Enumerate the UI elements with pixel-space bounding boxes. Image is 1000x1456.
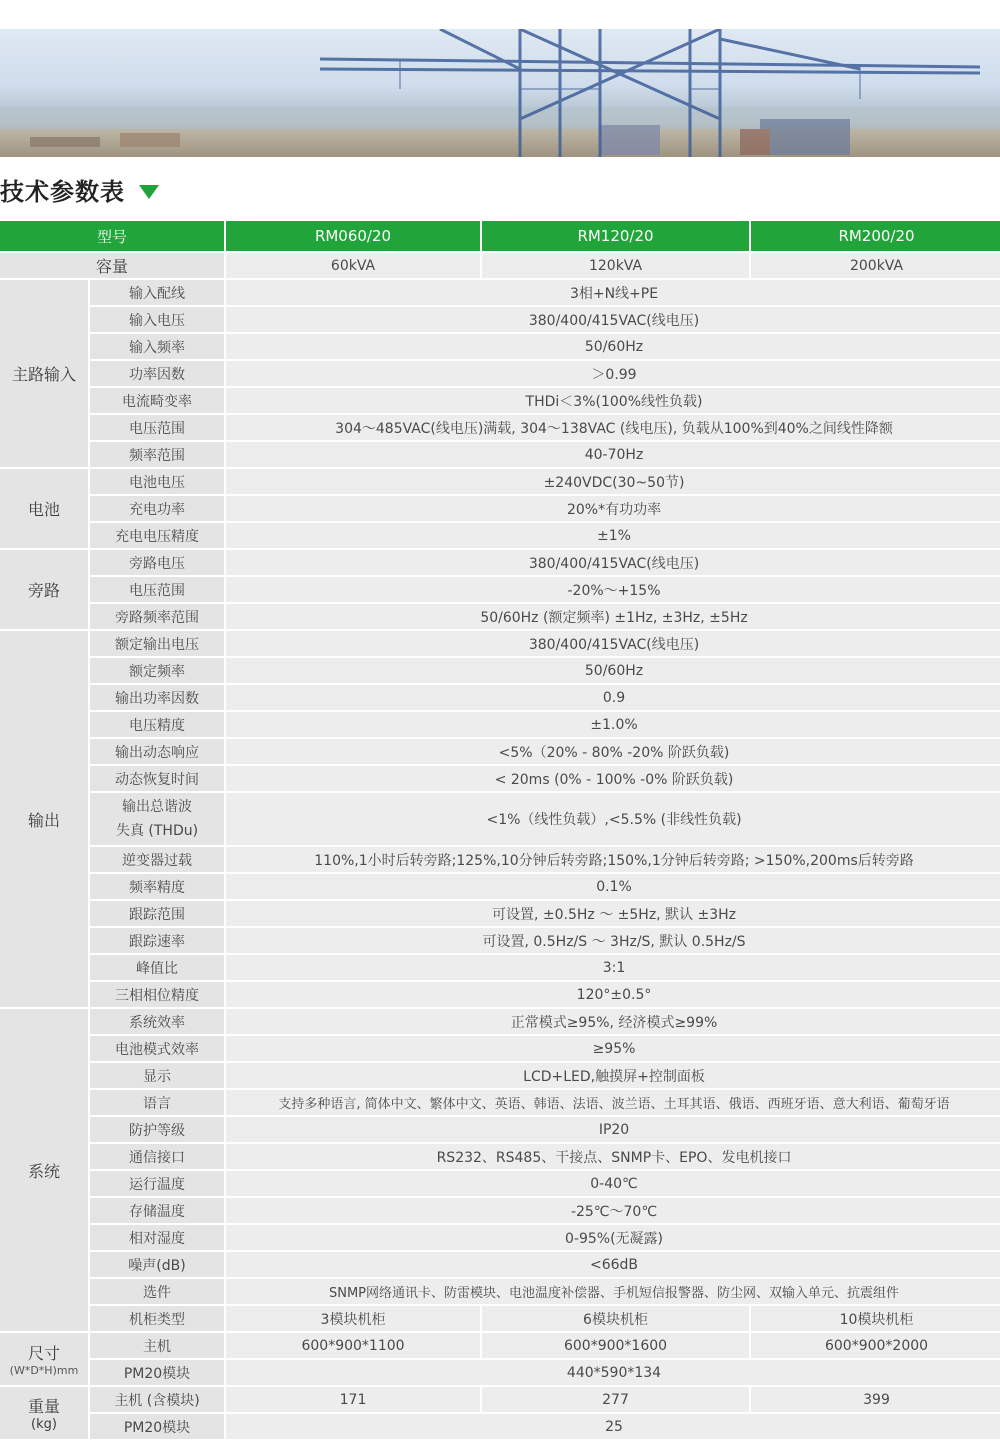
table-row [0, 847, 1000, 872]
group-bypass: 旁路 [0, 550, 88, 629]
weight-host-value-2: 277 [482, 1387, 749, 1412]
row-value: ±1% [226, 523, 1000, 548]
group-weight [0, 1387, 88, 1439]
row-value: <5%（20% - 80% -20% 阶跃负载) [226, 739, 1000, 764]
table-row [0, 1414, 1000, 1439]
row-value: RS232、RS485、干接点、SNMP卡、EPO、发电机接口 [226, 1144, 1000, 1169]
table-row [0, 550, 1000, 575]
row-label: 频率范围 [90, 442, 224, 467]
table-row [0, 874, 1000, 899]
row-label: 显示 [90, 1063, 224, 1088]
table-row [0, 766, 1000, 791]
thd-label-line-1: 输出总谐波 [122, 799, 192, 815]
row-label: 旁路频率范围 [90, 604, 224, 629]
row-value: ≥95% [226, 1036, 1000, 1061]
table-row [0, 928, 1000, 953]
row-value: LCD+LED,触摸屏+控制面板 [226, 1063, 1000, 1088]
table-row [0, 253, 1000, 278]
row-label: 跟踪速率 [90, 928, 224, 953]
table-row [0, 415, 1000, 440]
table-row [0, 523, 1000, 548]
group-dimension [0, 1333, 88, 1385]
table-row [0, 442, 1000, 467]
crane-illustration [0, 29, 1000, 157]
dimension-host-value-1: 600*900*1100 [226, 1333, 480, 1358]
capacity-value-3: 200kVA [751, 253, 1000, 278]
row-label: 防护等级 [90, 1117, 224, 1142]
cabinet-value-3: 10模块机柜 [751, 1306, 1000, 1331]
table-row [0, 1360, 1000, 1385]
row-value: ±240VDC(30~50节) [226, 469, 1000, 494]
row-value: 0.9 [226, 685, 1000, 710]
row-value: 50/60Hz [226, 658, 1000, 683]
row-label: 电压范围 [90, 577, 224, 602]
row-label: 语言 [90, 1090, 224, 1115]
row-label: 额定频率 [90, 658, 224, 683]
row-value: IP20 [226, 1117, 1000, 1142]
row-label: 运行温度 [90, 1171, 224, 1196]
row-label: 峰值比 [90, 955, 224, 980]
row-value: 0-40℃ [226, 1171, 1000, 1196]
row-label: 频率精度 [90, 874, 224, 899]
group-output: 输出 [0, 631, 88, 1007]
header-model-1: RM060/20 [226, 221, 480, 251]
row-value: 380/400/415VAC(线电压) [226, 550, 1000, 575]
row-label: 输入频率 [90, 334, 224, 359]
group-battery: 电池 [0, 469, 88, 548]
row-label: 电池模式效率 [90, 1036, 224, 1061]
table-row [0, 1036, 1000, 1061]
row-value: 120°±0.5° [226, 982, 1000, 1007]
row-label: 输出功率因数 [90, 685, 224, 710]
row-value: 110%,1小时后转旁路;125%,10分钟后转旁路;150%,1分钟后转旁路; >150%,200ms后转旁路 [226, 847, 1000, 872]
row-label: 电压精度 [90, 712, 224, 737]
table-row [0, 982, 1000, 1007]
row-label: 存储温度 [90, 1198, 224, 1223]
table-row [0, 739, 1000, 764]
table-row [0, 1009, 1000, 1034]
weight-module-label: PM20模块 [90, 1414, 224, 1439]
spec-table [0, 219, 1000, 1441]
row-label: 旁路电压 [90, 550, 224, 575]
thd-label-line-2: 失真 (THDu) [115, 823, 199, 839]
row-value: 50/60Hz (额定频率) ±1Hz, ±3Hz, ±5Hz [226, 604, 1000, 629]
weight-host-value-1: 171 [226, 1387, 480, 1412]
row-label: 通信接口 [90, 1144, 224, 1169]
table-row [0, 1225, 1000, 1250]
cabinet-value-1: 3模块机柜 [226, 1306, 480, 1331]
row-value: 3:1 [226, 955, 1000, 980]
weight-group-label: 重量 [27, 1397, 60, 1416]
dimension-unit: (W*D*H)mm [9, 1364, 79, 1377]
row-label: 电流畸变率 [90, 388, 224, 413]
table-row [0, 280, 1000, 305]
table-row [0, 1333, 1000, 1358]
table-row [0, 1171, 1000, 1196]
table-row [0, 388, 1000, 413]
table-row [0, 955, 1000, 980]
row-label: 输入配线 [90, 280, 224, 305]
dimension-host-value-2: 600*900*1600 [482, 1333, 749, 1358]
row-value: 380/400/415VAC(线电压) [226, 307, 1000, 332]
table-row [0, 1117, 1000, 1142]
row-value: 20%*有功功率 [226, 496, 1000, 521]
table-row [0, 1279, 1000, 1304]
capacity-value-2: 120kVA [482, 253, 749, 278]
group-main-input: 主路输入 [0, 280, 88, 467]
capacity-value-1: 60kVA [226, 253, 480, 278]
row-label: 跟踪范围 [90, 901, 224, 926]
table-row [0, 361, 1000, 386]
weight-unit: (kg) [31, 1417, 57, 1432]
row-value: 可设置, ±0.5Hz ～ ±5Hz, 默认 ±3Hz [226, 901, 1000, 926]
dimension-host-value-3: 600*900*2000 [751, 1333, 1000, 1358]
table-row [0, 1387, 1000, 1412]
table-row [0, 658, 1000, 683]
table-row [0, 1198, 1000, 1223]
row-value: 40-70Hz [226, 442, 1000, 467]
table-row [0, 1252, 1000, 1277]
dimension-module-label: PM20模块 [90, 1360, 224, 1385]
row-value: <66dB [226, 1252, 1000, 1277]
capacity-label: 容量 [0, 253, 224, 278]
row-value: < 20ms (0% - 100% -0% 阶跃负载) [226, 766, 1000, 791]
row-value: 304～485VAC(线电压)满载, 304～138VAC (线电压), 负载从100%到40%之间线性降额 [226, 415, 1000, 440]
row-value: SNMP网络通讯卡、防雷模块、电池温度补偿器、手机短信报警器、防尘网、双输入单元、抗震组件 [226, 1279, 1000, 1304]
section-heading [0, 172, 159, 206]
table-row [0, 1090, 1000, 1115]
row-label: 电池电压 [90, 469, 224, 494]
row-value: 支持多种语言, 简体中文、繁体中文、英语、韩语、法语、波兰语、土耳其语、俄语、西班牙语、意大利语、葡萄牙语 [226, 1090, 1000, 1115]
triangle-down-icon [139, 185, 159, 199]
table-row [0, 901, 1000, 926]
row-label: 逆变器过载 [90, 847, 224, 872]
table-row [0, 793, 1000, 845]
row-value: 可设置, 0.5Hz/S ～ 3Hz/S, 默认 0.5Hz/S [226, 928, 1000, 953]
table-header-row [0, 221, 1000, 251]
table-row [0, 1144, 1000, 1169]
row-label: 选件 [90, 1279, 224, 1304]
row-label: 输出动态响应 [90, 739, 224, 764]
cabinet-label: 机柜类型 [90, 1306, 224, 1331]
table-row [0, 685, 1000, 710]
row-value: 3相+N线+PE [226, 280, 1000, 305]
port-banner-image [0, 29, 1000, 157]
table-row [0, 1063, 1000, 1088]
weight-module-value: 25 [226, 1414, 1000, 1439]
row-label: 噪声(dB) [90, 1252, 224, 1277]
row-value: 50/60Hz [226, 334, 1000, 359]
row-value: 380/400/415VAC(线电压) [226, 631, 1000, 656]
row-label: 三相相位精度 [90, 982, 224, 1007]
row-value: 0.1% [226, 874, 1000, 899]
row-value: ±1.0% [226, 712, 1000, 737]
row-label: 电压范围 [90, 415, 224, 440]
table-row [0, 469, 1000, 494]
cabinet-value-2: 6模块机柜 [482, 1306, 749, 1331]
header-model-2: RM120/20 [482, 221, 749, 251]
row-value: -20%～+15% [226, 577, 1000, 602]
row-label: 充电电压精度 [90, 523, 224, 548]
table-row [0, 307, 1000, 332]
row-label: 系统效率 [90, 1009, 224, 1034]
table-row [0, 1306, 1000, 1331]
header-model-label: 型号 [0, 221, 224, 251]
group-system: 系统 [0, 1009, 88, 1331]
dimension-module-value: 440*590*134 [226, 1360, 1000, 1385]
row-label: 相对湿度 [90, 1225, 224, 1250]
row-value: THDi＜3%(100%线性负载) [226, 388, 1000, 413]
weight-host-label: 主机 (含模块) [90, 1387, 224, 1412]
row-label-thd [90, 793, 224, 845]
table-row [0, 712, 1000, 737]
table-row [0, 577, 1000, 602]
row-value: <1%（线性负载）,<5.5% (非线性负载) [226, 793, 1000, 845]
header-model-3: RM200/20 [751, 221, 1000, 251]
row-label: 功率因数 [90, 361, 224, 386]
section-title: 技术参数表 [0, 177, 125, 206]
row-label: 充电功率 [90, 496, 224, 521]
row-value: ＞0.99 [226, 361, 1000, 386]
table-row [0, 604, 1000, 629]
dimension-host-label: 主机 [90, 1333, 224, 1358]
table-row [0, 631, 1000, 656]
dimension-group-label: 尺寸 [27, 1344, 60, 1363]
weight-host-value-3: 399 [751, 1387, 1000, 1412]
row-value: -25℃～70℃ [226, 1198, 1000, 1223]
row-label: 动态恢复时间 [90, 766, 224, 791]
table-row [0, 496, 1000, 521]
table-row [0, 334, 1000, 359]
row-value: 正常模式≥95%, 经济模式≥99% [226, 1009, 1000, 1034]
row-value: 0-95%(无凝露) [226, 1225, 1000, 1250]
row-label: 额定输出电压 [90, 631, 224, 656]
row-label: 输入电压 [90, 307, 224, 332]
